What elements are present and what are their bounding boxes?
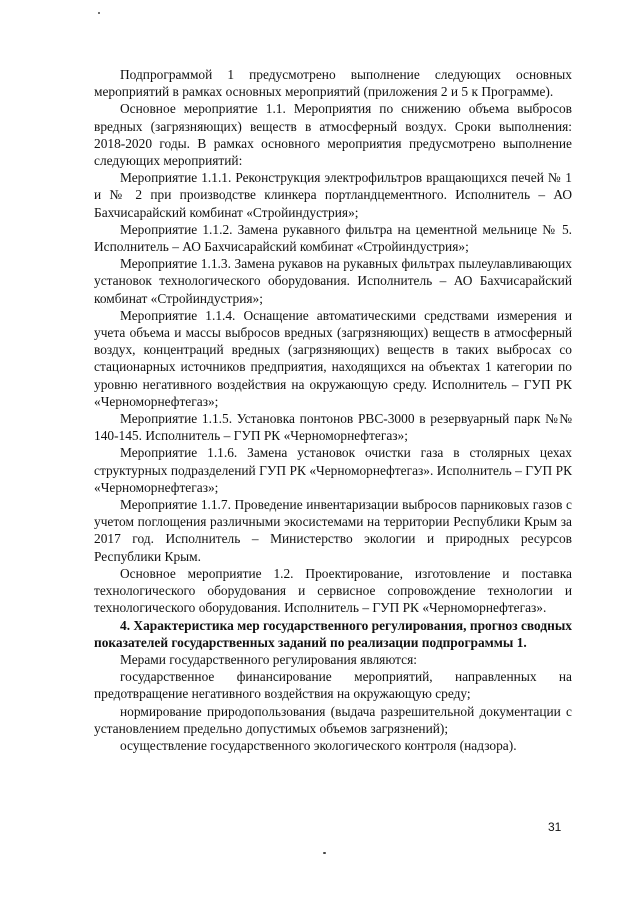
section-heading: 4. Характеристика мер государственного регулирования, прогноз сводных показателей государственных заданий по реализации подпрограммы 1. bbox=[94, 617, 572, 650]
paragraph: нормирование природопользования (выдача разрешительной документации с установлением предельно допустимых объемов загрязнений); bbox=[94, 703, 572, 736]
paragraph: Мероприятие 1.1.3. Замена рукавов на рукавных фильтрах пылеулавливающих установок технологического оборудования. Исполнитель – АО Бахчисарайский комбинат «Стройиндустрия»; bbox=[94, 256, 572, 306]
paragraph: Мероприятие 1.1.7. Проведение инвентаризации выбросов парниковых газов с учетом поглощения различными экосистемами на территории Республики Крым за 2017 год. Исполнитель – Министерство экологии и природных ресурсов Республики Крым. bbox=[94, 497, 572, 564]
page-number: 31 bbox=[548, 820, 562, 834]
paragraph: Подпрограммой 1 предусмотрено выполнение следующих основных мероприятий в рамках основных мероприятий (приложения 2 и 5 к Программе). bbox=[94, 67, 572, 100]
paragraph: Основное мероприятие 1.1. Мероприятия по снижению объема выбросов вредных (загрязняющих) веществ в атмосферный воздух. Сроки выполнения: 2018-2020 годы. В рамках основного мероприятия предусмотрено выполнение следующих мероприятий: bbox=[94, 101, 572, 169]
scan-speck bbox=[323, 852, 326, 854]
paragraph: Мероприятие 1.1.4. Оснащение автоматическими средствами измерения и учета объема и массы выбросов вредных (загрязняющих) веществ в атмосферный воздух, концентраций вредных (загрязняющих) веществ в таких выбросах со стационарных источников предприятия, находящихся на объектах 1 категории по уровню негативного воздействия на окружающую среду. Исполнитель – ГУП РК «Черноморнефтегаз»; bbox=[94, 307, 572, 409]
paragraph: Мероприятие 1.1.5. Установка понтонов РВС-3000 в резервуарный парк №№ 140-145. Исполнитель – ГУП РК «Черноморнефтегаз»; bbox=[94, 411, 572, 444]
paragraph: Мероприятие 1.1.6. Замена установок очистки газа в столярных цехах структурных подразделений ГУП РК «Черноморнефтегаз». Исполнитель – ГУП РК «Черноморнефтегаз»; bbox=[94, 445, 572, 495]
paragraph: Мероприятие 1.1.2. Замена рукавного фильтра на цементной мельнице № 5. Исполнитель – АО Бахчисарайский комбинат «Стройиндустрия»; bbox=[94, 221, 572, 255]
paragraph: Мероприятие 1.1.1. Реконструкция электрофильтров вращающихся печей № 1 и № 2 при производстве клинкера портландцементного. Исполнитель – АО Бахчисарайский комбинат «Стройиндустрия»; bbox=[94, 170, 572, 220]
paragraph: осуществление государственного экологического контроля (надзора). bbox=[120, 737, 517, 753]
paragraph: Мерами государственного регулирования являются: bbox=[120, 651, 417, 667]
scan-speck bbox=[98, 12, 100, 14]
document-body bbox=[94, 66, 572, 754]
paragraph: Основное мероприятие 1.2. Проектирование, изготовление и поставка технологического оборудования и сервисное сопровождение технологии и технологического оборудования. Исполнитель – ГУП РК «Черноморнефтегаз». bbox=[94, 565, 572, 616]
paragraph: государственное финансирование мероприятий, направленных на предотвращение негативного воздействия на окружающую среду; bbox=[94, 669, 572, 702]
